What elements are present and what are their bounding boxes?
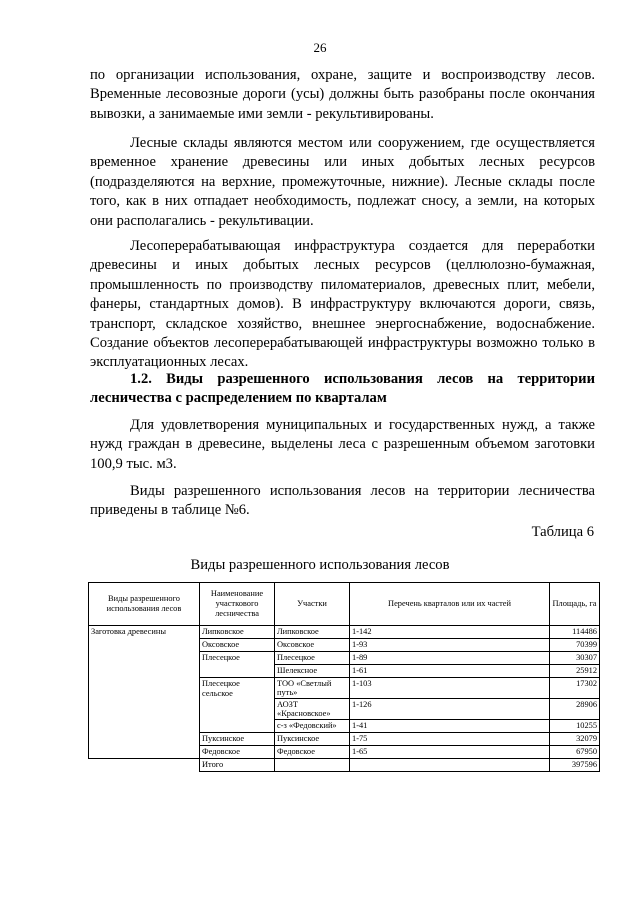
table-row	[89, 626, 600, 639]
site-cell: Липковское	[275, 626, 350, 639]
site-cell: Пуксинское	[275, 733, 350, 746]
empty-cell	[350, 759, 550, 772]
table-total-row	[89, 759, 600, 772]
header-cell: Перечень кварталов или их частей	[350, 583, 550, 626]
site-cell: Плесецкое	[275, 652, 350, 665]
area-cell: 114486	[550, 626, 600, 639]
area-cell: 70399	[550, 639, 600, 652]
area-cell: 67950	[550, 746, 600, 759]
site-cell: Оксовское	[275, 639, 350, 652]
quarters-cell: 1-89	[350, 652, 550, 665]
quarters-cell: 1-75	[350, 733, 550, 746]
quarters-cell: 1-41	[350, 720, 550, 733]
area-cell: 17302	[550, 678, 600, 699]
forestry-cell: Федовское	[200, 746, 275, 759]
quarters-cell: 1-142	[350, 626, 550, 639]
paragraph-warehouses: Лесные склады являются местом или сооружением, где осуществляется временное хранение древесины или иных добытых лесных ресурсов (подразделяются на верхние, промежуточные, нижние). Лесные склады после того, как в них отпадает необходимость, подлежат сносу, а земли, на которых они располагались - рекультивации.	[90, 135, 595, 229]
total-area-cell: 397596	[550, 759, 600, 772]
usage-table	[88, 582, 600, 772]
table-header-row	[89, 583, 600, 626]
empty-cell	[89, 759, 200, 772]
usage-type-cell: Заготовка древесины	[89, 626, 200, 759]
quarters-cell: 1-93	[350, 639, 550, 652]
paragraph-volume: Для удовлетворения муниципальных и государственных нужд, а также нужд граждан в древесине, выделены леса с разрешенным объемом заготовки 100,9 тыс. м3.	[90, 417, 595, 472]
quarters-cell: 1-126	[350, 699, 550, 720]
area-cell: 10255	[550, 720, 600, 733]
site-cell: Шелексное	[275, 665, 350, 678]
header-cell: Виды разрешенного использования лесов	[89, 583, 200, 626]
area-cell: 32079	[550, 733, 600, 746]
quarters-cell: 1-61	[350, 665, 550, 678]
table-title: Виды разрешенного использования лесов	[190, 557, 450, 573]
table-label: Таблица 6	[531, 524, 594, 540]
forestry-cell: Плесецкое сельское	[200, 678, 275, 733]
forestry-cell: Оксовское	[200, 639, 275, 652]
empty-cell	[275, 759, 350, 772]
area-cell: 30307	[550, 652, 600, 665]
site-cell: с-з «Федовский»	[275, 720, 350, 733]
paragraph-table-ref: Виды разрешенного использования лесов на территории лесничества приведены в таблице №6.	[90, 483, 595, 519]
quarters-cell: 1-103	[350, 678, 550, 699]
paragraph-infrastructure: Лесоперерабатывающая инфраструктура создается для переработки древесины и иных добытых лесных ресурсов (целлюлозно-бумажная, промышленность по производству пиломатериалов, древесных плит, мебели, фанеры, стандартных домов). В инфраструктуру включаются дороги, связь, транспорт, складское хозяйство, внешнее энергоснабжение, водоснабжение. Создание объектов лесоперерабатывающей инфраструктуры возможно только в эксплуатационных лесах.	[90, 238, 595, 371]
paragraph-roads: по организации использования, охране, защите и воспроизводству лесов. Временные лесовозные дороги (усы) должны быть разобраны после окончания вывозки, а занимаемые ими земли - рекультивированы.	[90, 67, 595, 122]
quarters-cell: 1-65	[350, 746, 550, 759]
area-cell: 25912	[550, 665, 600, 678]
header-cell: Наименование участкового лесничества	[200, 583, 275, 626]
site-cell: ТОО «Светлый путь»	[275, 678, 350, 699]
total-label-cell: Итого	[200, 759, 275, 772]
page-number: 26	[313, 40, 327, 55]
section-heading: 1.2. Виды разрешенного использования лесов на территории лесничества с распределением по кварталам	[90, 371, 595, 407]
forestry-cell: Плесецкое	[200, 652, 275, 678]
area-cell: 28906	[550, 699, 600, 720]
site-cell: Федовское	[275, 746, 350, 759]
forestry-cell: Пуксинское	[200, 733, 275, 746]
header-cell: Площадь, га	[550, 583, 600, 626]
site-cell: АОЗТ «Красновское»	[275, 699, 350, 720]
header-cell: Участки	[275, 583, 350, 626]
forestry-cell: Липковское	[200, 626, 275, 639]
